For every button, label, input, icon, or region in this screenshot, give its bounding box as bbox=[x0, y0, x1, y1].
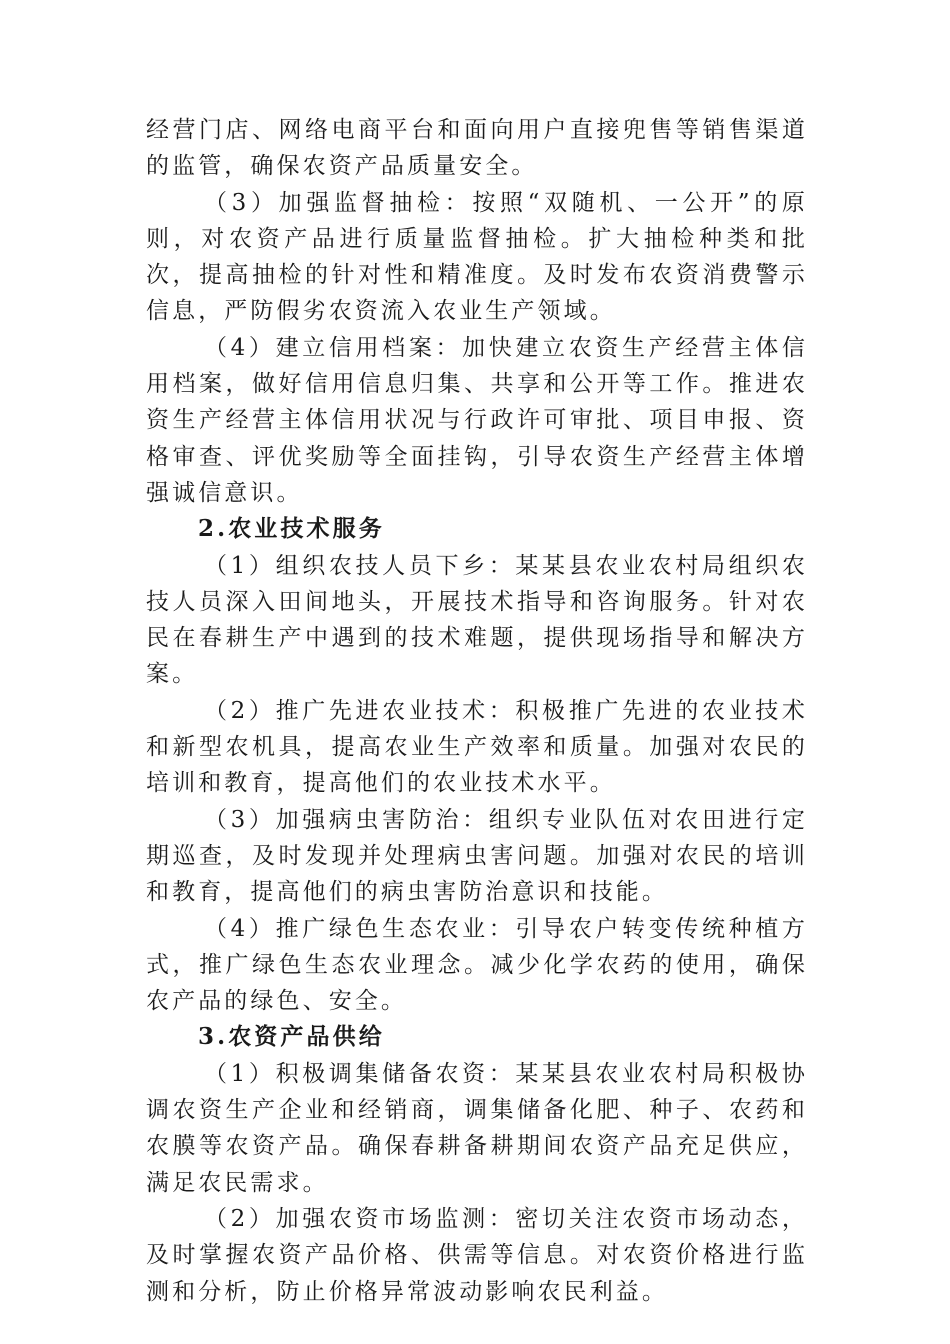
section-heading-supply: 3.农资产品供给 bbox=[198, 1023, 385, 1051]
paragraph-continuation: 经营门店、网络电商平台和面向用户直接兜售等销售渠道的监管，确保农资产品质量安全。 bbox=[146, 117, 808, 180]
paragraph-reserve-supplies: （1）积极调集储备农资：某某县农业农村局积极协调农资生产企业和经销商，调集储备化肥、种子、农药和农膜等农资产品。确保春耕备耕期间农资产品充足供应，满足农民需求。 bbox=[146, 1060, 808, 1196]
paragraph-tech-staff: （1）组织农技人员下乡：某某县农业农村局组织农技人员深入田间地头，开展技术指导和咨询服务。针对农民在春耕生产中遇到的技术难题，提供现场指导和解决方案。 bbox=[146, 552, 808, 688]
paragraph-market-monitoring: （2）加强农资市场监测：密切关注农资市场动态，及时掌握农资产品价格、供需等信息。对农资价格进行监测和分析，防止价格异常波动影响农民利益。 bbox=[146, 1205, 808, 1305]
paragraph-credit-records: （4）建立信用档案：加快建立农资生产经营主体信用档案，做好信用信息归集、共享和公开等工作。推进农资生产经营主体信用状况与行政许可审批、项目申报、资格审查、评优奖励等全面挂钩，引导农资生产经营主体增强诚信意识。 bbox=[146, 334, 808, 506]
paragraph-pest-control: （3）加强病虫害防治：组织专业队伍对农田进行定期巡查，及时发现并处理病虫害问题。加强对农民的培训和教育，提高他们的病虫害防治意识和技能。 bbox=[146, 806, 808, 906]
document-page bbox=[146, 112, 808, 1310]
paragraph-advanced-tech: （2）推广先进农业技术：积极推广先进的农业技术和新型农机具，提高农业生产效率和质量。加强对农民的培训和教育，提高他们的农业技术水平。 bbox=[146, 697, 808, 797]
section-heading-tech-service: 2.农业技术服务 bbox=[198, 515, 385, 543]
paragraph-green-agriculture: （4）推广绿色生态农业：引导农户转变传统种植方式，推广绿色生态农业理念。减少化学农药的使用，确保农产品的绿色、安全。 bbox=[146, 915, 808, 1015]
paragraph-supervision-inspection: （3）加强监督抽检：按照“双随机、一公开”的原则，对农资产品进行质量监督抽检。扩大抽检种类和批次，提高抽检的针对性和精准度。及时发布农资消费警示信息，严防假劣农资流入农业生产领域。 bbox=[146, 189, 808, 325]
